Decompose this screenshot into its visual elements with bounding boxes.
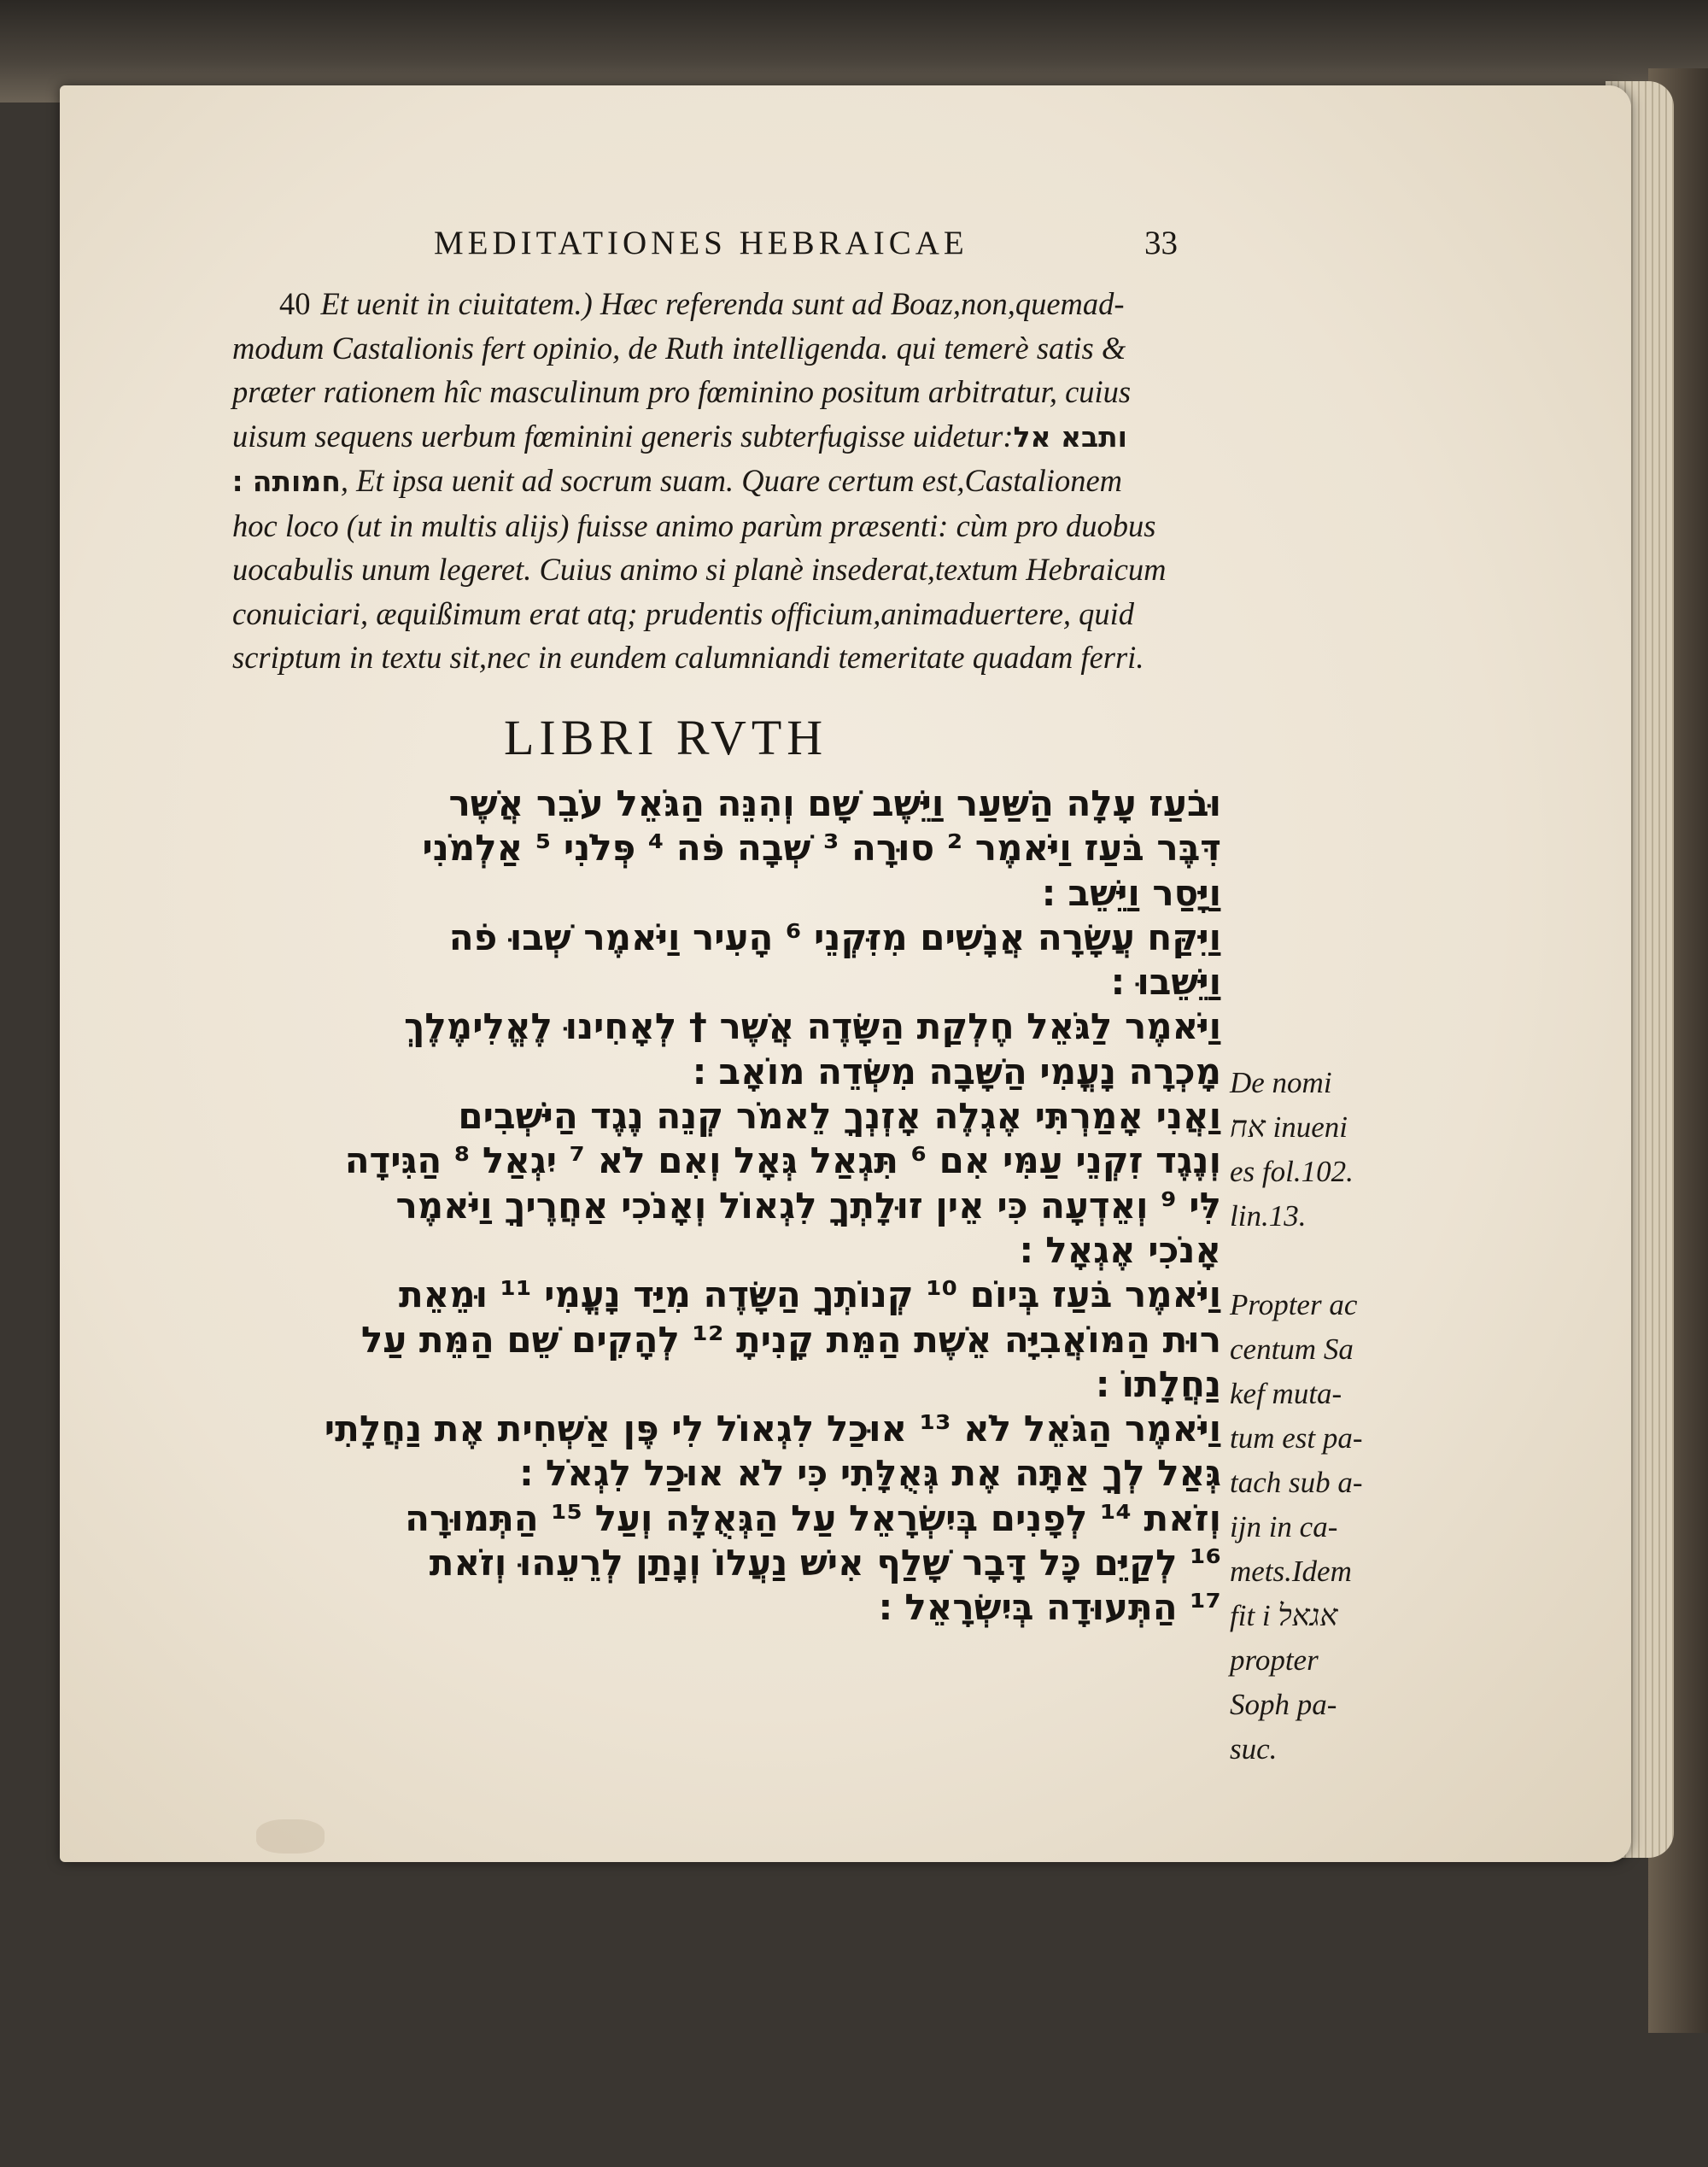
- note-line: modum Castalionis fert opinio, de Ruth intelligenda. qui temerè satis &: [232, 330, 1126, 366]
- hebrew-line: לִּי ⁹ וְאֵדְעָה כִּי אֵין זוּלָתְךָ לִגְאוֹל וְאָנֹכִי אַחֲרֶיךָ וַיֹּאמֶר: [395, 1184, 1221, 1227]
- margin-note-line: Soph pa-: [1230, 1688, 1337, 1721]
- hebrew-line: רוּת הַמּוֹאֲבִיָּה אֵשֶׁת הַמֵּת קָנִיתָ ¹² לְהָקִים שֵׁם הַמֵּת עַל: [360, 1318, 1221, 1361]
- margin-note-line: Propter ac: [1230, 1288, 1358, 1321]
- hebrew-line: מָכְרָה נָעֳמִי הַשָּׁבָה מִשְּׂדֵה מוֹאָב ׃: [693, 1050, 1221, 1092]
- running-title: MEDITATIONES HEBRAICAE: [434, 225, 968, 261]
- hebrew-line: וַיֵּשֵׁבוּ ׃: [1111, 961, 1221, 1004]
- margin-note: [1230, 1283, 1383, 1772]
- hebrew-quote: חמותה ׃: [232, 465, 341, 498]
- margin-note-line: mets.Idem: [1230, 1555, 1352, 1588]
- margin-notes: [1230, 1061, 1383, 1772]
- hebrew-line: וַיֹּאמֶר בֹּעַז בְּיוֹם ¹⁰ קְנוֹתְךָ הַשָּׂדֶה מִיַּד נָעֳמִי ¹¹ וּמֵאֵת: [398, 1274, 1221, 1316]
- section-title: LIBRI RVTH: [504, 710, 828, 765]
- margin-note: [1230, 1061, 1383, 1239]
- margin-note-line: ijn in ca-: [1230, 1510, 1338, 1543]
- hebrew-verse-block: [226, 782, 1221, 1631]
- note-number: 40: [279, 286, 311, 321]
- margin-note-line: es fol.102.: [1230, 1155, 1354, 1188]
- margin-note-line: suc.: [1230, 1732, 1278, 1766]
- hebrew-line: וְזֹאת ¹⁴ לְפָנִים בְּיִשְׂרָאֵל עַל הַגְּאֻלָּה וְעַל ¹⁵ הַתְּמוּרָה: [405, 1496, 1221, 1539]
- note-line: conuiciari, æquißimum erat atq; prudentis officium,animaduertere, quid: [232, 595, 1135, 631]
- hebrew-line: גְּאַל לְךָ אַתָּה אֶת גְּאֻלָּתִי כִּי לֹא אוּכַל לִגְאֹל ׃: [519, 1452, 1221, 1495]
- note-line: uisum sequens uerbum fœminini generis subterfugisse uidetur:ותבא אל: [232, 418, 1127, 454]
- margin-note-line: De nomi: [1230, 1066, 1332, 1099]
- note-line: uocabulis unum legeret. Cuius animo si planè insederat,textum Hebraicum: [232, 552, 1167, 587]
- hebrew-line: וַיֹּאמֶר הַגֹּאֵל לֹא ¹³ אוּכַל לִגְאוֹל לִי פֶּן אַשְׁחִית אֶת נַחֲלָתִי: [324, 1408, 1221, 1450]
- paper-stain: [256, 1819, 325, 1854]
- hebrew-line: נַחֲלָתוֹ ׃: [1096, 1362, 1221, 1405]
- margin-note-line: lin.13.: [1230, 1199, 1307, 1233]
- note-line: hoc loco (ut in multis alijs) fuisse animo parùm præsenti: cùm pro duobus: [232, 507, 1156, 543]
- margin-note-line: fit i אגאל: [1230, 1599, 1338, 1632]
- hebrew-line: וַיָּסַר וַיֵּשֵׁב ׃: [1042, 871, 1221, 914]
- hebrew-line: ¹⁶ לְקַיֵּם כָּל דָּבָר שָׁלַף אִישׁ נַעֲלוֹ וְנָתַן לְרֵעֵהוּ וְזֹאת: [429, 1542, 1221, 1584]
- hebrew-line: ¹⁷ הַתְּעוּדָה בְּיִשְׂרָאֵל ׃: [879, 1586, 1221, 1629]
- margin-note-line: tach sub a-: [1230, 1466, 1363, 1499]
- margin-note-line: אח inueni: [1230, 1110, 1348, 1144]
- margin-note-line: centum Sa: [1230, 1332, 1354, 1366]
- note-line: 40 Et uenit in ciuitatem.) Hæc referenda sunt ad Boaz,non,quemad-: [279, 286, 1125, 321]
- hebrew-quote: ותבא אל: [1013, 419, 1127, 454]
- margin-note-line: propter: [1230, 1643, 1319, 1677]
- hebrew-line: וַאֲנִי אָמַרְתִּי אֶגְלֶה אָזְנְךָ לֵאמֹר קְנֵה נֶגֶד הַיֹּשְׁבִים: [458, 1095, 1221, 1138]
- margin-note-line: tum est pa-: [1230, 1421, 1363, 1455]
- page-number: 33: [1144, 225, 1178, 261]
- note-line: חמותה ׃, Et ipsa uenit ad socrum suam. Quare certum est,Castalionem: [232, 463, 1123, 498]
- note-line: præter rationem hîc masculinum pro fœminino positum arbitratur, cuius: [232, 374, 1132, 409]
- hebrew-line: אָנֹכִי אֶגְאָל ׃: [1020, 1228, 1221, 1271]
- hebrew-line: וַיֹּאמֶר לַגֹּאֵל חֶלְקַת הַשָּׂדֶה אֲשֶׁר † לְאָחִינוּ לֶאֱלִימֶלֶךְ: [404, 1005, 1221, 1048]
- hebrew-line: וּבֹעַז עָלָה הַשַּׁעַר וַיֵּשֶׁב שָׁם וְהִנֵּה הַגֹּאֵל עֹבֵר אֲשֶׁר: [448, 782, 1221, 824]
- commentary-note: [232, 282, 1221, 680]
- hebrew-line: דִּבֶּר בֹּעַז וַיֹּאמֶר ² סוּרָה ³ שְׁבָה פֹּה ⁴ פְּלֹנִי ⁵ אַלְמֹנִי: [422, 827, 1221, 870]
- note-line: scriptum in textu sit,nec in eundem calumniandi temeritate quadam ferri.: [232, 640, 1144, 675]
- margin-note-line: kef muta-: [1230, 1377, 1342, 1410]
- hebrew-line: וְנֶגֶד זִקְנֵי עַמִּי אִם ⁶ תִּגְאַל גְּאָל וְאִם לֹא ⁷ יִגְאַל ⁸ הַגִּידָה: [344, 1139, 1221, 1182]
- hebrew-line: וַיִּקַּח עֲשָׂרָה אֲנָשִׁים מִזִּקְנֵי ⁶ הָעִיר וַיֹּאמֶר שְׁבוּ פֹה: [448, 916, 1221, 958]
